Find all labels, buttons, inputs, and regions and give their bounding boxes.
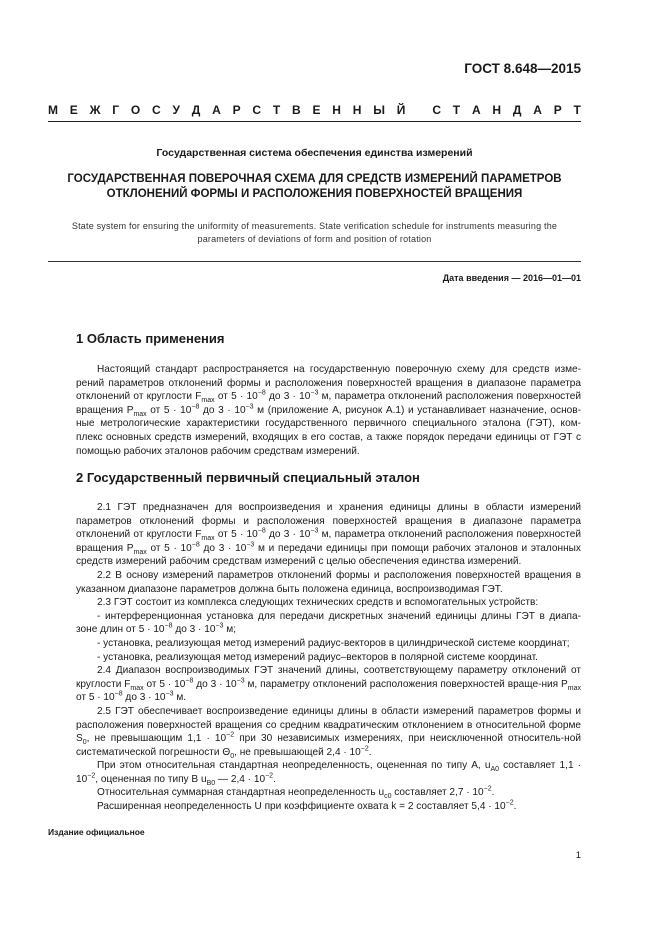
section-1-body [76,363,581,458]
paragraph-2-4: 2.4 Диапазон воспроизводимых ГЭТ значений длины, соответствующему параметру отклонений от круглости $F_{max}$ от $5 \cdot 10^{-8}$ до $3 \cdot 10^{-3}$ м, параметру отклонений расположения поверхностей враще-ния $P_{max}$ от $5 \cdot 10^{-8}$ до $3 \cdot 10^{-3}$ м. [76,665,581,704]
standard-title-letter: Т [573,103,581,117]
standard-title-space [417,103,420,117]
english-title-line-1: State system for ensuring the uniformity of measurements. State verification schedule for instruments measuring the [71,221,558,231]
header-rule-bottom [48,261,581,262]
section-1-heading: 1 Область применения [76,331,225,346]
standard-title-letter: Й [396,103,406,117]
section-2-body [76,501,581,814]
standard-title-letter: Ы [373,103,385,117]
standard-title-letter: У [172,103,180,117]
paragraph-2-1: 2.1 ГЭТ предназначен для воспроизведения и хранения единицы длины в области измерений параметров отклонений формы и расположения поверхностей вращения в диапазоне параметра отклонений от круглости $F_{max}$ от $5 \cdot 10^{-8}$ до $3 \cdot 10^{-3}$ м, параметра отклонений расположения поверхностей вращения $P_{max}$ от $5 \cdot 10^{-8}$ до $3 \cdot 10^{-3}$ м и передачи единицы при помощи рабочих эталонов и эталонных средств измерений рабочим средствам измерений с целью обеспечения единства измерений. [76,502,581,568]
standard-title-letter: Н [492,103,502,117]
standard-title-letter: С [252,103,262,117]
schema-title-line-1: ГОСУДАРСТВЕННАЯ ПОВЕРОЧНАЯ СХЕМА ДЛЯ СРЕДСТВ ИЗМЕРЕНИЙ ПАРАМЕТРОВ [67,173,562,185]
english-title [48,220,581,246]
page-number: 1 [575,850,581,861]
standard-title-letter: А [471,103,481,117]
list-item: - интерференционная установка для передачи дискретных значений единицы длины ГЭТ в диапа-зоне длин от $5 \cdot 10^{-8}$ до $3 \cdot 10^{-3}$ м; [76,610,581,636]
header-rule-top [48,121,581,122]
paragraph-expanded-uncertainty: Расширенная неопределенность U при коэффициенте охвата k = 2 составляет $5,4 \cdot 10^{-2}$. [97,799,517,813]
standard-title-letter: Е [312,103,321,117]
standard-title-letter: Д [191,103,201,117]
official-edition-note: Издание официальное [48,827,145,837]
schema-title-line-2: ОТКЛОНЕНИЙ ФОРМЫ И РАСПОЛОЖЕНИЯ ПОВЕРХНОСТЕЙ ВРАЩЕНИЯ [106,188,523,200]
paragraph-uncertainty-a-b: При этом относительная стандартная неопределенность, оцененная по типу А, $u_{A0}$ составляет $1,1 \cdot 10^{-2}$, оцененная по типу В $u_{B0}$ — $2,4 \cdot 10^{-2}$. [76,760,582,787]
standard-title-letter: Р [232,103,241,117]
list-item: - установка, реализующая метод измерений радиус-векторов в цилиндрической системе координат; [97,637,570,649]
standard-title-letter: Т [272,103,281,117]
standard-title-letter: М [48,103,58,117]
standard-type-title [48,103,581,117]
section-2-heading: 2 Государственный первичный специальный эталон [76,470,420,485]
standard-title-letter: Н [352,103,362,117]
system-name: Государственная система обеспечения единства измерений [156,147,473,159]
standard-title-letter: О [130,103,141,117]
paragraph-combined-uncertainty: Относительная суммарная стандартная неопределенность $u_{c0}$ составляет $2,7 \cdot 10^{-2}$. [97,786,495,801]
paragraph-2-2: 2.2 В основу измерений параметров отклонений формы и расположения поверхностей вращения в указанном диапазоне параметров должна быть положена единица, воспроизводимая ГЭТ. [76,569,581,595]
standard-title-letter: А [533,103,542,117]
standard-title-letter: Т [452,103,461,117]
standard-title-letter: Р [553,103,562,117]
paragraph-2-5: 2.5 ГЭТ обеспечивает воспроизведение единицы длины в области измерений параметров формы и расположения поверхностей вращения со средним квадратическим отклонением в относительной форме $S_0$, не превышающим $1,1 \cdot 10^{-2}$ при 30 независимых измерениях, при неисключенной относитель-ной систематической погрешности $\Theta_0$, не превышающей $2,4 \cdot 10^{-2}$. [76,705,581,760]
standard-title-letter: Ж [89,103,101,117]
document-code: ГОСТ 8.648—2015 [464,61,581,76]
standard-title-letter: Н [332,103,341,117]
introduction-date: Дата введения — 2016—01—01 [442,273,581,283]
paragraph: Настоящий стандарт распространяется на государственную поверочную схему для средств изме-рений параметров отклонений формы и расположения поверхностей вращения в диапазоне параметра отклонений от круглости $F_{max}$ от $5 \cdot 10^{-8}$ до $3 \cdot 10^{-3}$ м, параметра отклонений расположения поверхностей вращения $P_{max}$ от $5 \cdot 10^{-8}$ до $3 \cdot 10^{-3}$ м (приложение А, рисунок А.1) и устанавливает назначение, основ-ные метрологические характеристики государственного первичного специального эталона (ГЭТ), ком-плекс основных средств измерений, входящих в его состав, а также порядок передачи единицы от ГЭТ с помощью рабочих эталонов рабочим средствам измерений. [76,364,581,457]
standard-title-letter: С [152,103,161,117]
english-title-line-2: parameters of deviations of form and position of rotation [197,234,432,244]
standard-title-letter: Г [112,103,120,117]
list-item: - установка, реализующая метод измерений радиус–векторов в полярной системе координат. [97,651,538,663]
standard-title-letter: В [292,103,301,117]
standard-title-letter: Д [512,103,522,117]
standard-title-letter: С [432,103,441,117]
standard-title-letter: А [212,103,221,117]
schema-title [48,172,581,202]
paragraph-2-3: 2.3 ГЭТ состоит из комплекса следующих технических средств и вспомогательных устройств: [97,597,539,609]
standard-title-letter: Е [69,103,78,117]
